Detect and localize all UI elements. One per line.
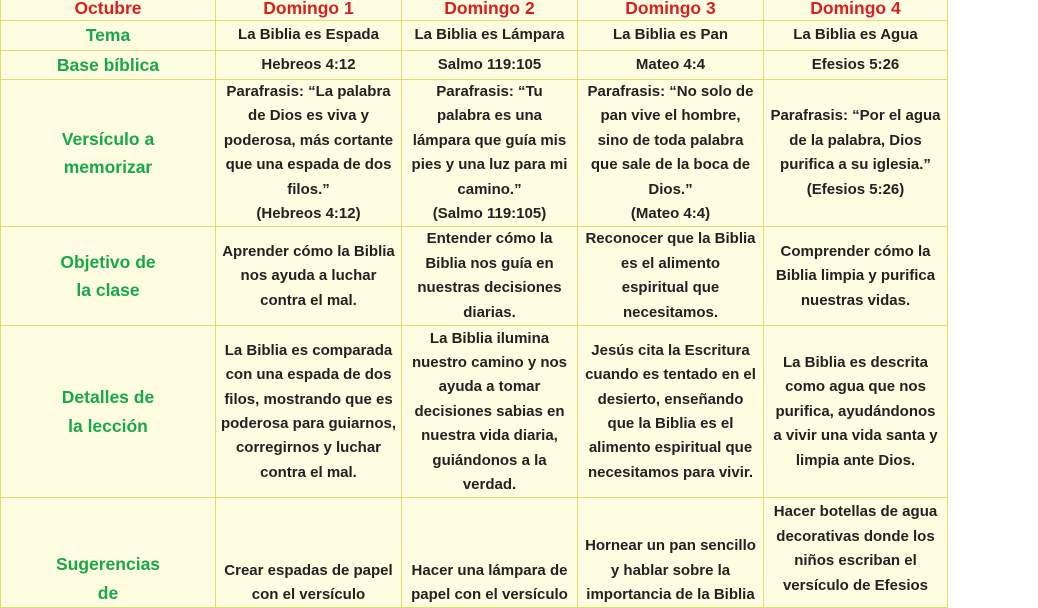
cell-line: poderosa, más cortante [223, 131, 394, 149]
row-label-base: Base bíblica [1, 50, 216, 80]
cell-line: guiándonos a la [432, 451, 547, 469]
cell-line: necesitamos. [622, 303, 719, 321]
cell-line: camino.” [457, 180, 522, 198]
cell-line: memorizar [63, 157, 153, 178]
cell-line: Aprender cómo la Biblia [222, 242, 395, 260]
cell-line: La Biblia ilumina [429, 329, 550, 347]
cell-line: papel con el versículo [411, 586, 568, 604]
cell-line: diarias. [463, 303, 516, 321]
row-label-objetivo [1, 227, 216, 326]
cell-objetivo [402, 227, 578, 326]
week-header: Domingo 1 [216, 0, 402, 21]
cell-versiculo [402, 80, 578, 227]
cell-line: purifica, ayudándonos [775, 402, 936, 420]
cell-line: alimento espiritual que [588, 439, 753, 457]
row-base [1, 50, 948, 80]
cell-line: La Biblia es comparada [224, 341, 393, 359]
cell-line: Jesús cita la Escritura [591, 341, 750, 359]
cell-base: Hebreos 4:12 [216, 50, 402, 80]
cell-tema: La Biblia es Lámpara [402, 21, 578, 51]
row-versiculo [1, 80, 948, 227]
cell-line: Parafrasis: “Tu [436, 83, 543, 100]
cell-line: de Dios es viva y [248, 107, 369, 125]
cell-objetivo [578, 227, 764, 326]
cell-objetivo [764, 227, 948, 326]
cell-line: (Hebreos 4:12) [256, 205, 361, 223]
cell-line: decisiones sabias en [414, 402, 565, 420]
week-header: Domingo 3 [578, 0, 764, 21]
cell-line: decorativas donde los [776, 527, 935, 545]
cell-line: Sugerencias [55, 554, 161, 575]
cell-line: Parafrasis: “Por el agua [770, 107, 941, 125]
cell-base: Mateo 4:4 [578, 50, 764, 80]
cell-line: nos ayuda a luchar [240, 267, 377, 285]
cell-line: de la palabra, Dios [789, 131, 922, 149]
cell-sugerencias [578, 498, 764, 608]
cell-line: lámpara que guía mis [412, 131, 567, 149]
cell-line: que sale de la boca de [590, 156, 751, 174]
cell-line: que la Biblia es el [607, 414, 734, 432]
cell-line: verdad. [462, 475, 517, 493]
row-label-detalles [1, 326, 216, 498]
week-header: Domingo 4 [764, 0, 948, 21]
cell-base: Efesios 5:26 [764, 50, 948, 80]
cell-versiculo [216, 80, 402, 227]
cell-line: contra el mal. [260, 463, 357, 481]
cell-detalles [402, 326, 578, 498]
week-header: Domingo 2 [402, 0, 578, 21]
cell-line: como agua que nos [785, 378, 926, 396]
row-detalles [1, 326, 948, 498]
row-label-sugerencias [1, 498, 216, 608]
cell-line: palabra es una [436, 107, 543, 125]
cell-line: Detalles de [61, 387, 155, 408]
cell-versiculo [764, 80, 948, 227]
cell-line: y hablar sobre la [610, 561, 731, 579]
cell-line: Hacer botellas de agua [773, 503, 938, 521]
cell-base: Salmo 119:105 [402, 50, 578, 80]
cell-line: a vivir una vida santa y [773, 427, 938, 445]
cell-detalles [578, 326, 764, 498]
cell-line: nuestro camino y nos [411, 353, 568, 371]
cell-detalles [764, 326, 948, 498]
cell-line: con el versículo [251, 586, 366, 604]
cell-line: versículo de Efesios [782, 576, 929, 594]
cell-line: Entender cómo la [426, 230, 553, 248]
cell-line: nuestra vida diaria, [421, 427, 558, 445]
row-tema [1, 21, 948, 51]
cell-line: purifica a su iglesia.” [780, 156, 931, 174]
cell-line: Biblia nos guía en [425, 254, 554, 272]
cell-line: filos, mostrando que es [224, 390, 393, 408]
cell-line: que una espada de dos [225, 156, 392, 174]
cell-line: niños escriban el [794, 552, 917, 570]
cell-line: de [97, 582, 119, 603]
cell-line: desierto, enseñando [597, 390, 744, 408]
cell-line: Biblia limpia y purifica [775, 267, 936, 285]
cell-line: sino de toda palabra [597, 131, 744, 149]
cell-line: la lección [68, 415, 148, 436]
cell-line: Crear espadas de papel [224, 561, 393, 579]
cell-line: ayuda a tomar [438, 378, 541, 396]
cell-sugerencias [402, 498, 578, 608]
cell-line: cuando es tentado en el [585, 366, 756, 384]
cell-line: filos.” [287, 180, 330, 198]
cell-line: La Biblia es descrita [782, 353, 929, 371]
cell-objetivo [216, 227, 402, 326]
cell-line: Comprender cómo la [780, 242, 931, 260]
cell-line: (Mateo 4:4) [630, 205, 711, 223]
cell-line: nuestras decisiones [417, 279, 562, 297]
cell-line: Reconocer que la Biblia [585, 230, 756, 248]
cell-line: pies y una luz para mi [411, 156, 568, 174]
cell-line: la clase [76, 280, 140, 301]
cell-line: necesitamos para vivir. [587, 463, 754, 481]
cell-sugerencias [764, 498, 948, 608]
cell-tema: La Biblia es Espada [216, 21, 402, 51]
cell-tema: La Biblia es Agua [764, 21, 948, 51]
cell-line: nuestras vidas. [800, 291, 911, 309]
cell-line: pan vive el hombre, [600, 107, 741, 125]
cell-versiculo [578, 80, 764, 227]
cell-line: contra el mal. [260, 291, 357, 309]
month-header: Octubre [1, 0, 216, 21]
cell-tema: La Biblia es Pan [578, 21, 764, 51]
cell-line: importancia de la Biblia [586, 586, 755, 604]
row-sugerencias [1, 498, 948, 608]
row-label-tema: Tema [1, 21, 216, 51]
cell-line: Dios.” [648, 180, 693, 198]
cell-line: Hacer una lámpara de [411, 561, 568, 579]
row-objetivo [1, 227, 948, 326]
cell-line: corregirnos y luchar [235, 439, 382, 457]
cell-line: (Salmo 119:105) [432, 205, 547, 223]
cell-line: Objetivo de [60, 251, 156, 272]
cell-detalles [216, 326, 402, 498]
header-row [1, 0, 948, 21]
cell-line: (Efesios 5:26) [806, 180, 905, 198]
cell-line: limpia ante Dios. [795, 451, 916, 469]
cell-line: Parafrasis: “La palabra [226, 83, 391, 100]
row-label-versiculo [1, 80, 216, 227]
cell-sugerencias [216, 498, 402, 608]
cell-line: Parafrasis: “No solo de [587, 83, 754, 100]
cell-line: con una espada de dos [225, 366, 392, 384]
cell-line: Versículo a [61, 128, 155, 149]
cell-line: Hornear un pan sencillo [585, 537, 756, 555]
cell-line: es el alimento [620, 254, 721, 272]
cell-line: espiritual que [621, 279, 720, 297]
cell-line: poderosa para guiarnos, [220, 414, 397, 432]
